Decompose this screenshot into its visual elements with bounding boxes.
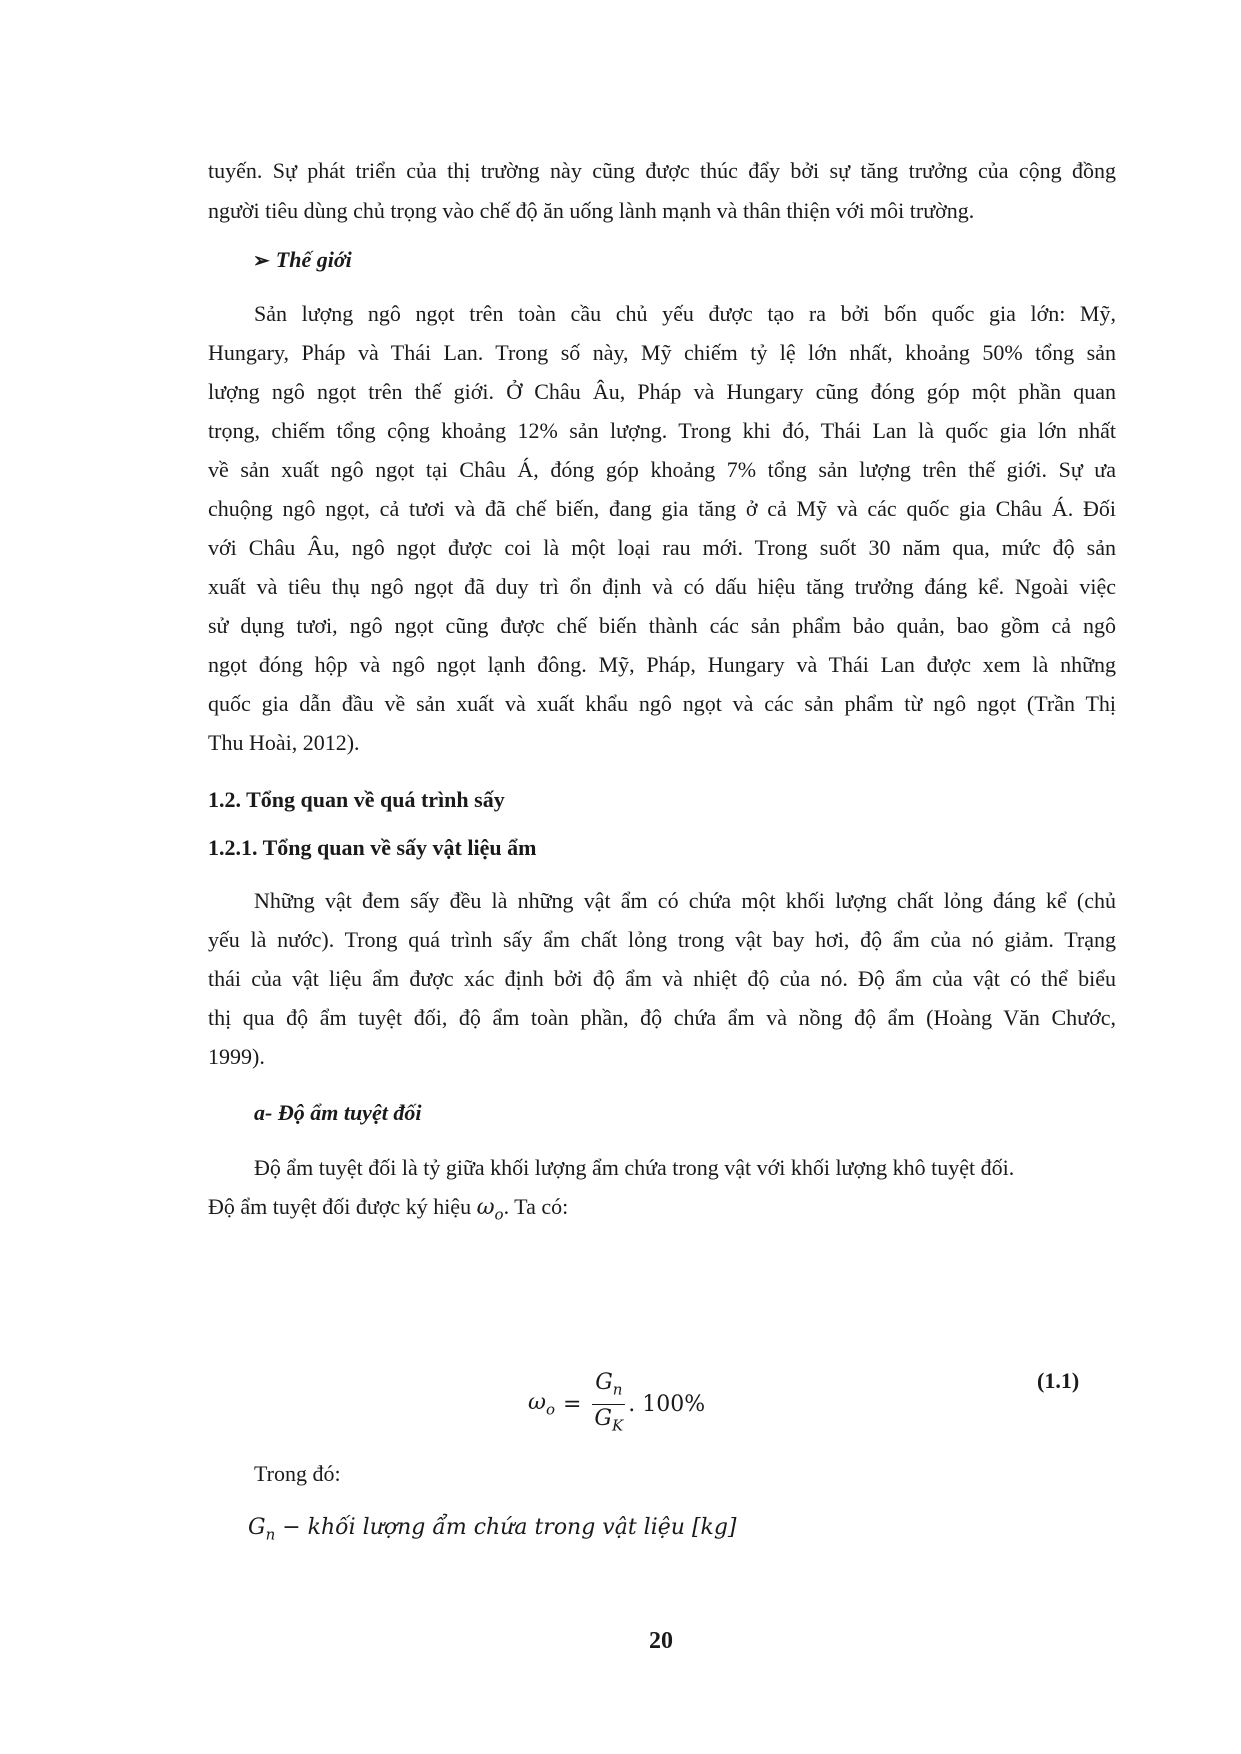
formula-equals: = (562, 1391, 582, 1417)
paragraph-line: Thu Hoài, 2012). (208, 730, 360, 755)
paragraph-line: yếu là nước). Trong quá trình sấy ẩm chất lỏng trong vật bay hơi, độ ẩm của nó giảm. Trạng (208, 927, 1116, 952)
section-heading-1-2: 1.2. Tổng quan về quá trình sấy (208, 787, 505, 812)
section-heading-1-2-1: 1.2.1. Tổng quan về sấy vật liệu ẩm (208, 835, 537, 860)
definition-gn: $G_n$ − khối lượng ẩm chứa trong vật liệu [kg] (248, 1515, 737, 1544)
paragraph-line: ngọt đóng hộp và ngô ngọt lạnh đông. Mỹ, Pháp, Hungary và Thái Lan được xem là những (208, 652, 1116, 677)
paragraph-line: xuất và tiêu thụ ngô ngọt đã duy trì ổn định và có dấu hiệu tăng trưởng đáng kể. Ngoài việc (208, 574, 1116, 599)
paragraph-line-with-symbol: Độ ẩm tuyệt đối được ký hiệu $\omega_o$. Ta có: (208, 1194, 569, 1224)
paragraph-line: tuyến. Sự phát triển của thị trường này cũng được thúc đẩy bởi sự tăng trưởng của cộng đồng (208, 158, 1116, 183)
paragraph-line: chuộng ngô ngọt, cả tươi và đã chế biến, đang gia tăng ở cả Mỹ và các quốc gia Châu Á. Đối (208, 496, 1116, 521)
paragraph-line: lượng ngô ngọt trên thế giới. Ở Châu Âu, Pháp và Hungary cũng đóng góp một phần quan (208, 379, 1116, 404)
paragraph-line: sử dụng tươi, ngô ngọt cũng được chế biến thành các sản phẩm bảo quản, bao gồm cả ngô (208, 613, 1116, 638)
paragraph-line: Sản lượng ngô ngọt trên toàn cầu chủ yếu được tạo ra bởi bốn quốc gia lớn: Mỹ, (254, 301, 1116, 326)
formula-1-1 (528, 1372, 705, 1436)
formula-fraction (591, 1371, 626, 1437)
formula-tail: . 100% (628, 1391, 706, 1417)
fraction-numerator: $G_n$ (592, 1371, 625, 1404)
formula-lhs: $\omega_o$ (528, 1389, 555, 1419)
arrow-bullet-icon: ➢ (253, 250, 270, 272)
equation-number: (1.1) (1037, 1368, 1080, 1393)
paragraph-line: Hungary, Pháp và Thái Lan. Trong số này, Mỹ chiếm tỷ lệ lớn nhất, khoảng 50% tổng sản (208, 340, 1116, 365)
paragraph-line: Những vật đem sấy đều là những vật ẩm có chứa một khối lượng chất lỏng đáng kể (chủ (254, 888, 1116, 913)
paragraph-line: trọng, chiếm tổng cộng khoảng 12% sản lượng. Trong khi đó, Thái Lan là quốc gia lớn nhất (208, 418, 1116, 443)
fraction-denominator: $G_K$ (594, 1405, 624, 1434)
section-heading-world (253, 246, 352, 275)
where-label: Trong đó: (254, 1461, 341, 1486)
page-number: 20 (649, 1628, 673, 1654)
paragraph-line: với Châu Âu, ngô ngọt được coi là một loại rau mới. Trong suốt 30 năm qua, mức độ sản (208, 535, 1116, 560)
paragraph-line: thái của vật liệu ẩm được xác định bởi độ ẩm và nhiệt độ của nó. Độ ẩm của vật có thể biểu (208, 966, 1116, 991)
paragraph-line: quốc gia dẫn đầu về sản xuất và xuất khẩu ngô ngọt và các sản phẩm từ ngô ngọt (Trần Thị (208, 691, 1116, 716)
subsection-heading-absolute-moisture: a- Độ ẩm tuyệt đối (254, 1100, 422, 1125)
paragraph-line: thị qua độ ẩm tuyệt đối, độ ẩm toàn phần, độ chứa ẩm và nồng độ ẩm (Hoàng Văn Chước, (208, 1005, 1116, 1030)
omega-symbol: ω (476, 1195, 495, 1220)
paragraph-line: người tiêu dùng chủ trọng vào chế độ ăn uống lành mạnh và thân thiện với môi trường. (208, 198, 975, 223)
paragraph-line: về sản xuất ngô ngọt tại Châu Á, đóng góp khoảng 7% tổng sản lượng trên thế giới. Sự ưa (208, 457, 1116, 482)
heading-text: Thế giới (275, 247, 352, 272)
paragraph-line: 1999). (208, 1044, 265, 1069)
paragraph-line: Độ ẩm tuyệt đối là tỷ giữa khối lượng ẩm chứa trong vật với khối lượng khô tuyệt đối. (254, 1155, 1015, 1180)
